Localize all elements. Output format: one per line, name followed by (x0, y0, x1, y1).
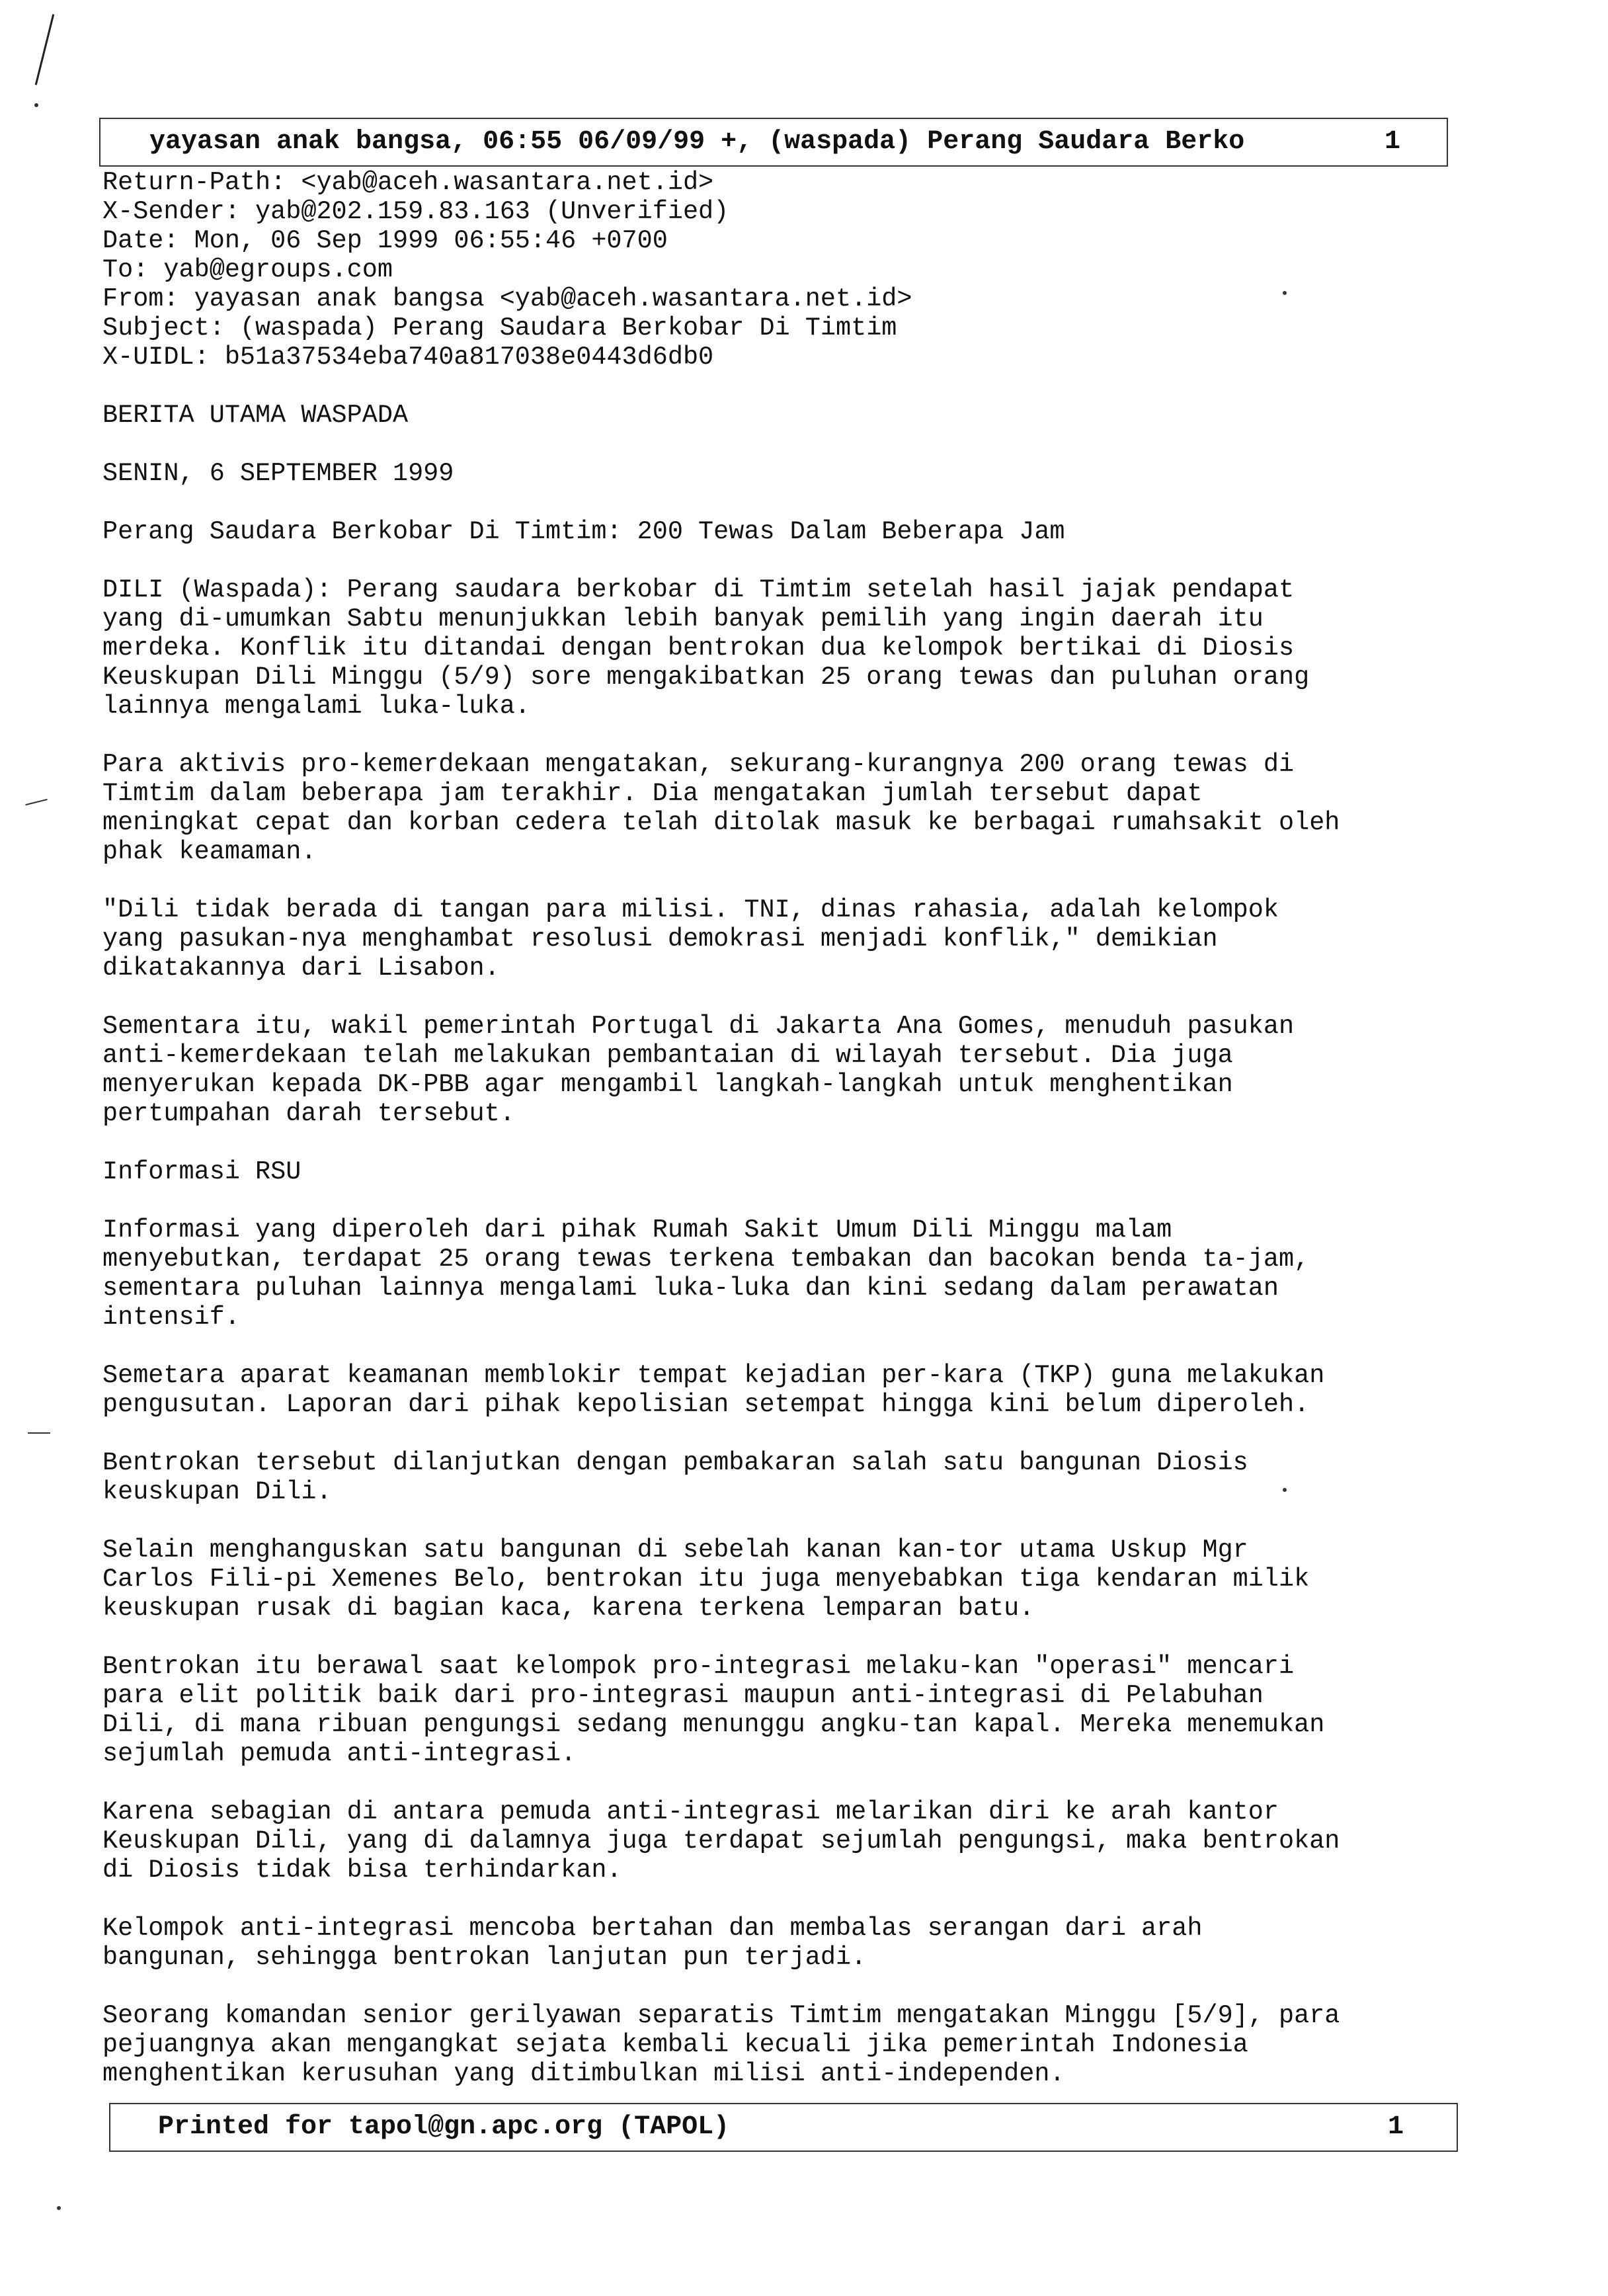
paragraph (102, 1361, 1478, 1419)
paragraph-line: Informasi RSU (102, 1157, 302, 1186)
paragraph (102, 1536, 1478, 1623)
header-page-number: 1 (1384, 127, 1400, 157)
article-body (102, 575, 1478, 2088)
paragraph (102, 1012, 1478, 1128)
paragraph-line: para elit politik baik dari pro-integrasi maupun anti-integrasi di Pelabuhan (102, 1681, 1264, 1710)
paragraph-line: "Dili tidak berada di tangan para milisi. TNI, dinas rahasia, adalah kelompok (102, 895, 1279, 924)
print-header (99, 118, 1448, 167)
footer-title: Printed for tapol@gn.apc.org (TAPOL) (158, 2112, 730, 2142)
paragraph-line: Bentrokan itu berawal saat kelompok pro-integrasi melaku-kan "operasi" mencari (102, 1652, 1295, 1681)
paragraph-line: bangunan, sehingga bentrokan lanjutan pun terjadi. (102, 1943, 867, 1972)
paragraph-line: Carlos Fili-pi Xemenes Belo, bentrokan itu juga menyebabkan tiga kendaran milik (102, 1565, 1310, 1594)
paragraph-line: Informasi yang diperoleh dari pihak Rumah Sakit Umum Dili Minggu malam (102, 1215, 1172, 1245)
paragraph-line: Timtim dalam beberapa jam terakhir. Dia mengatakan jumlah tersebut dapat (102, 779, 1203, 808)
paragraph (102, 895, 1478, 983)
paragraph-line: keuskupan rusak di bagian kaca, karena terkena lemparan batu. (102, 1594, 1035, 1623)
paragraph-line: lainnya mengalami luka-luka. (102, 692, 530, 721)
email-header-line: Return-Path: <yab@aceh.wasantara.net.id> (102, 168, 714, 197)
paragraph-line: Selain menghanguskan satu bangunan di sebelah kanan kan-tor utama Uskup Mgr (102, 1536, 1248, 1565)
paragraph-line: anti-kemerdekaan telah melakukan pembantaian di wilayah tersebut. Dia juga (102, 1041, 1233, 1070)
paragraph-line: dikatakannya dari Lisabon. (102, 954, 500, 983)
email-header-line: X-UIDL: b51a37534eba740a817038e0443d6db0 (102, 343, 714, 372)
paragraph (102, 1448, 1478, 1506)
header-title: yayasan anak bangsa, 06:55 06/09/99 +, (waspada) Perang Saudara Berko (149, 127, 1245, 157)
email-headers (102, 168, 1478, 372)
paragraph-line: DILI (Waspada): Perang saudara berkobar di Timtim setelah hasil jajak pendapat (102, 575, 1295, 604)
paragraph-line: Dili, di mana ribuan pengungsi sedang menunggu angku-tan kapal. Mereka menemukan (102, 1710, 1325, 1739)
ink-dot (1283, 1488, 1287, 1492)
headline: Perang Saudara Berkobar Di Timtim: 200 Tewas Dalam Beberapa Jam (102, 517, 1065, 546)
paragraph-line: sementara puluhan lainnya mengalami luka-luka dan kini sedang dalam perawatan (102, 1274, 1279, 1303)
paragraph-line: meningkat cepat dan korban cedera telah ditolak masuk ke berbagai rumahsakit oleh (102, 808, 1340, 837)
email-header-line: From: yayasan anak bangsa <yab@aceh.wasantara.net.id> (102, 284, 912, 313)
paragraph-line: merdeka. Konflik itu ditandai dengan bentrokan dua kelompok bertikai di Diosis (102, 634, 1295, 663)
paragraph-line: menyebutkan, terdapat 25 orang tewas terkena tembakan dan bacokan benda ta-jam, (102, 1245, 1310, 1274)
paragraph-line: yang pasukan-nya menghambat resolusi demokrasi menjadi konflik," demikian (102, 924, 1218, 954)
margin-mark (28, 1432, 50, 1434)
print-footer (109, 2103, 1458, 2152)
paragraph-line: yang di-umumkan Sabtu menunjukkan lebih banyak pemilih yang ingin daerah itu (102, 604, 1264, 634)
email-header-line: Date: Mon, 06 Sep 1999 06:55:46 +0700 (102, 226, 668, 255)
paragraph-line: phak keamaman. (102, 837, 317, 866)
subheading (102, 1157, 1478, 1186)
paragraph-line: keuskupan Dili. (102, 1477, 332, 1506)
paragraph-line: Karena sebagian di antara pemuda anti-integrasi melarikan diri ke arah kantor (102, 1797, 1279, 1826)
paragraph-line: Semetara aparat keamanan memblokir tempat kejadian per-kara (TKP) guna melakukan (102, 1361, 1325, 1390)
handwritten-slash-mark (35, 14, 55, 85)
email-header-line: Subject: (waspada) Perang Saudara Berkobar Di Timtim (102, 313, 897, 343)
section-label: BERITA UTAMA WASPADA (102, 401, 409, 430)
paragraph (102, 2001, 1478, 2088)
paragraph-line: Kelompok anti-integrasi mencoba bertahan dan membalas serangan dari arah (102, 1914, 1203, 1943)
paragraph-line: Bentrokan tersebut dilanjutkan dengan pembakaran salah satu bangunan Diosis (102, 1448, 1248, 1477)
paragraph-line: menghentikan kerusuhan yang ditimbulkan milisi anti-independen. (102, 2059, 1065, 2088)
email-header-line: To: yab@egroups.com (102, 255, 393, 284)
paragraph (102, 750, 1478, 866)
paragraph-line: pengusutan. Laporan dari pihak kepolisian setempat hingga kini belum diperoleh. (102, 1390, 1310, 1419)
paragraph-line: Para aktivis pro-kemerdekaan mengatakan, sekurang-kurangnya 200 orang tewas di (102, 750, 1295, 779)
paragraph-line: sejumlah pemuda anti-integrasi. (102, 1739, 577, 1768)
ink-dot (57, 2206, 61, 2210)
paragraph (102, 575, 1478, 721)
paragraph (102, 1652, 1478, 1768)
ink-dot (1283, 291, 1287, 295)
paragraph-line: Sementara itu, wakil pemerintah Portugal di Jakarta Ana Gomes, menuduh pasukan (102, 1012, 1295, 1041)
email-header-line: X-Sender: yab@202.159.83.163 (Unverified) (102, 197, 729, 226)
email-content (102, 168, 1478, 2088)
paragraph-line: Keuskupan Dili, yang di dalamnya juga terdapat sejumlah pengungsi, maka bentrokan (102, 1826, 1340, 1856)
footer-page-number: 1 (1387, 2112, 1404, 2142)
paragraph-line: Keuskupan Dili Minggu (5/9) sore mengakibatkan 25 orang tewas dan puluhan orang (102, 663, 1310, 692)
paragraph (102, 1215, 1478, 1332)
paragraph-line: Seorang komandan senior gerilyawan separatis Timtim mengatakan Minggu [5/9], para (102, 2001, 1340, 2030)
paragraph-line: intensif. (102, 1303, 240, 1332)
paragraph-line: menyerukan kepada DK-PBB agar mengambil langkah-langkah untuk menghentikan (102, 1070, 1233, 1099)
paragraph-line: di Diosis tidak bisa terhindarkan. (102, 1856, 622, 1885)
paragraph-line: pertumpahan darah tersebut. (102, 1099, 515, 1128)
paragraph-line: pejuangnya akan mengangkat sejata kembali kecuali jika pemerintah Indonesia (102, 2030, 1248, 2059)
ink-dot (34, 103, 38, 107)
paragraph (102, 1914, 1478, 1972)
date-line: SENIN, 6 SEPTEMBER 1999 (102, 459, 454, 488)
paragraph (102, 1797, 1478, 1885)
margin-mark (25, 799, 47, 805)
